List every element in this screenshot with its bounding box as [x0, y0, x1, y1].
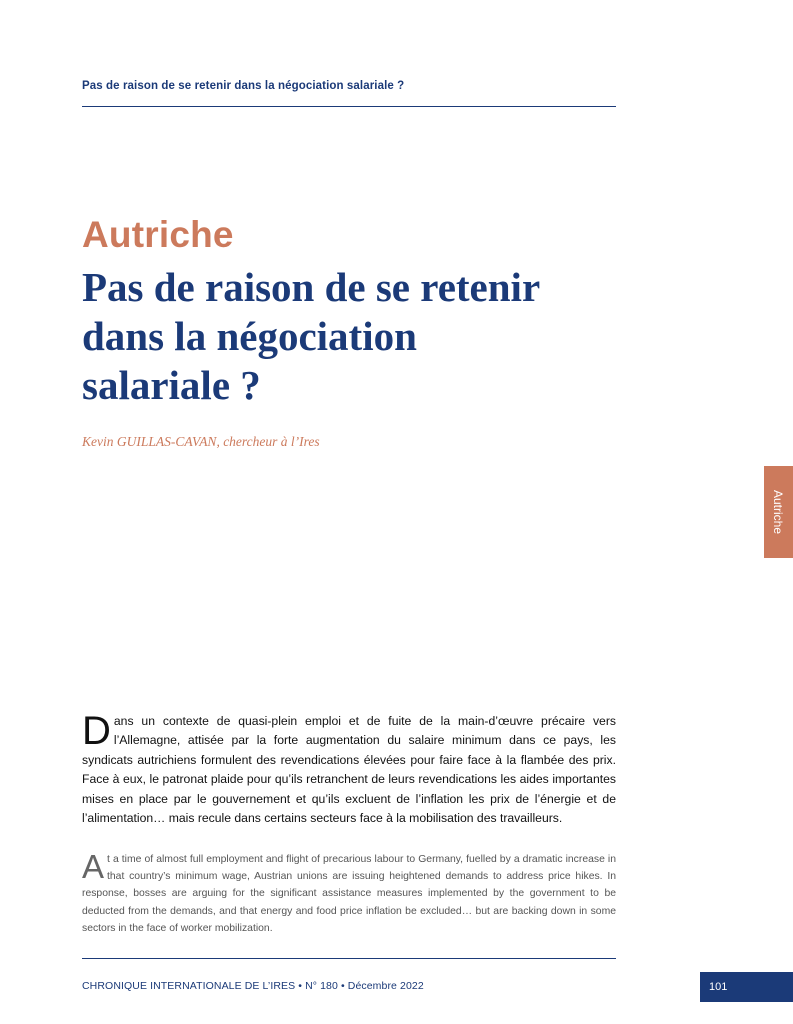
page-number: 101: [700, 972, 793, 1002]
footer-citation: [82, 980, 424, 992]
section-side-tab: [764, 466, 793, 558]
header-rule: [82, 106, 616, 107]
abstract-french: [82, 709, 616, 828]
country-heading: Autriche: [82, 214, 234, 255]
title-line: Pas de raison de se retenir: [82, 264, 541, 310]
separator: •: [340, 980, 345, 992]
author-byline: Kevin GUILLAS-CAVAN, chercheur à l’Ires: [82, 434, 320, 449]
issue-number: N° 180: [305, 980, 338, 992]
dropcap: A: [82, 848, 105, 885]
side-tab-label: Autriche: [771, 489, 786, 535]
title-line: dans la négociation: [82, 313, 417, 359]
article-title: [82, 263, 612, 410]
dropcap: D: [82, 709, 111, 753]
separator: •: [298, 980, 303, 992]
abstract-english-text: t a time of almost full employment and flight of precarious labour to Germany, fuelled by a dramatic increase in that country’s minimum wage, Austrian unions are issuing heightened demands to address price hikes. In response, bosses are arguing for the significant assistance measures implemented by the government to be deducted from the demands, and that energy and food price inflation be excluded… but are backing down in some sectors in the face of worker mobilization.: [82, 854, 616, 934]
footer-rule: [82, 958, 616, 959]
abstract-french-text: ans un contexte de quasi-plein emploi et de fuite de la main-d’œuvre précaire vers l’Allemagne, attisée par la forte augmentation du salaire minimum dans ce pays, les syndicats autrichiens formulent des revendications élevées pour faire face à la flambée des prix. Face à eux, le patronat plaide pour qu’ils retranchent de leurs revendications les aides importantes mises en place par le gouvernement et qu’ils excluent de l’inflation les prix de l’énergie et de l’alimentation… mais recule dans certains secteurs face à la mobilisation des travailleurs.: [82, 714, 616, 826]
title-line: salariale ?: [82, 362, 261, 408]
running-head: Pas de raison de se retenir dans la négociation salariale ?: [82, 80, 405, 92]
abstract-english: [82, 848, 616, 937]
issue-date: Décembre 2022: [347, 980, 424, 992]
journal-name: CHRONIQUE INTERNATIONALE DE L’IRES: [82, 980, 296, 992]
